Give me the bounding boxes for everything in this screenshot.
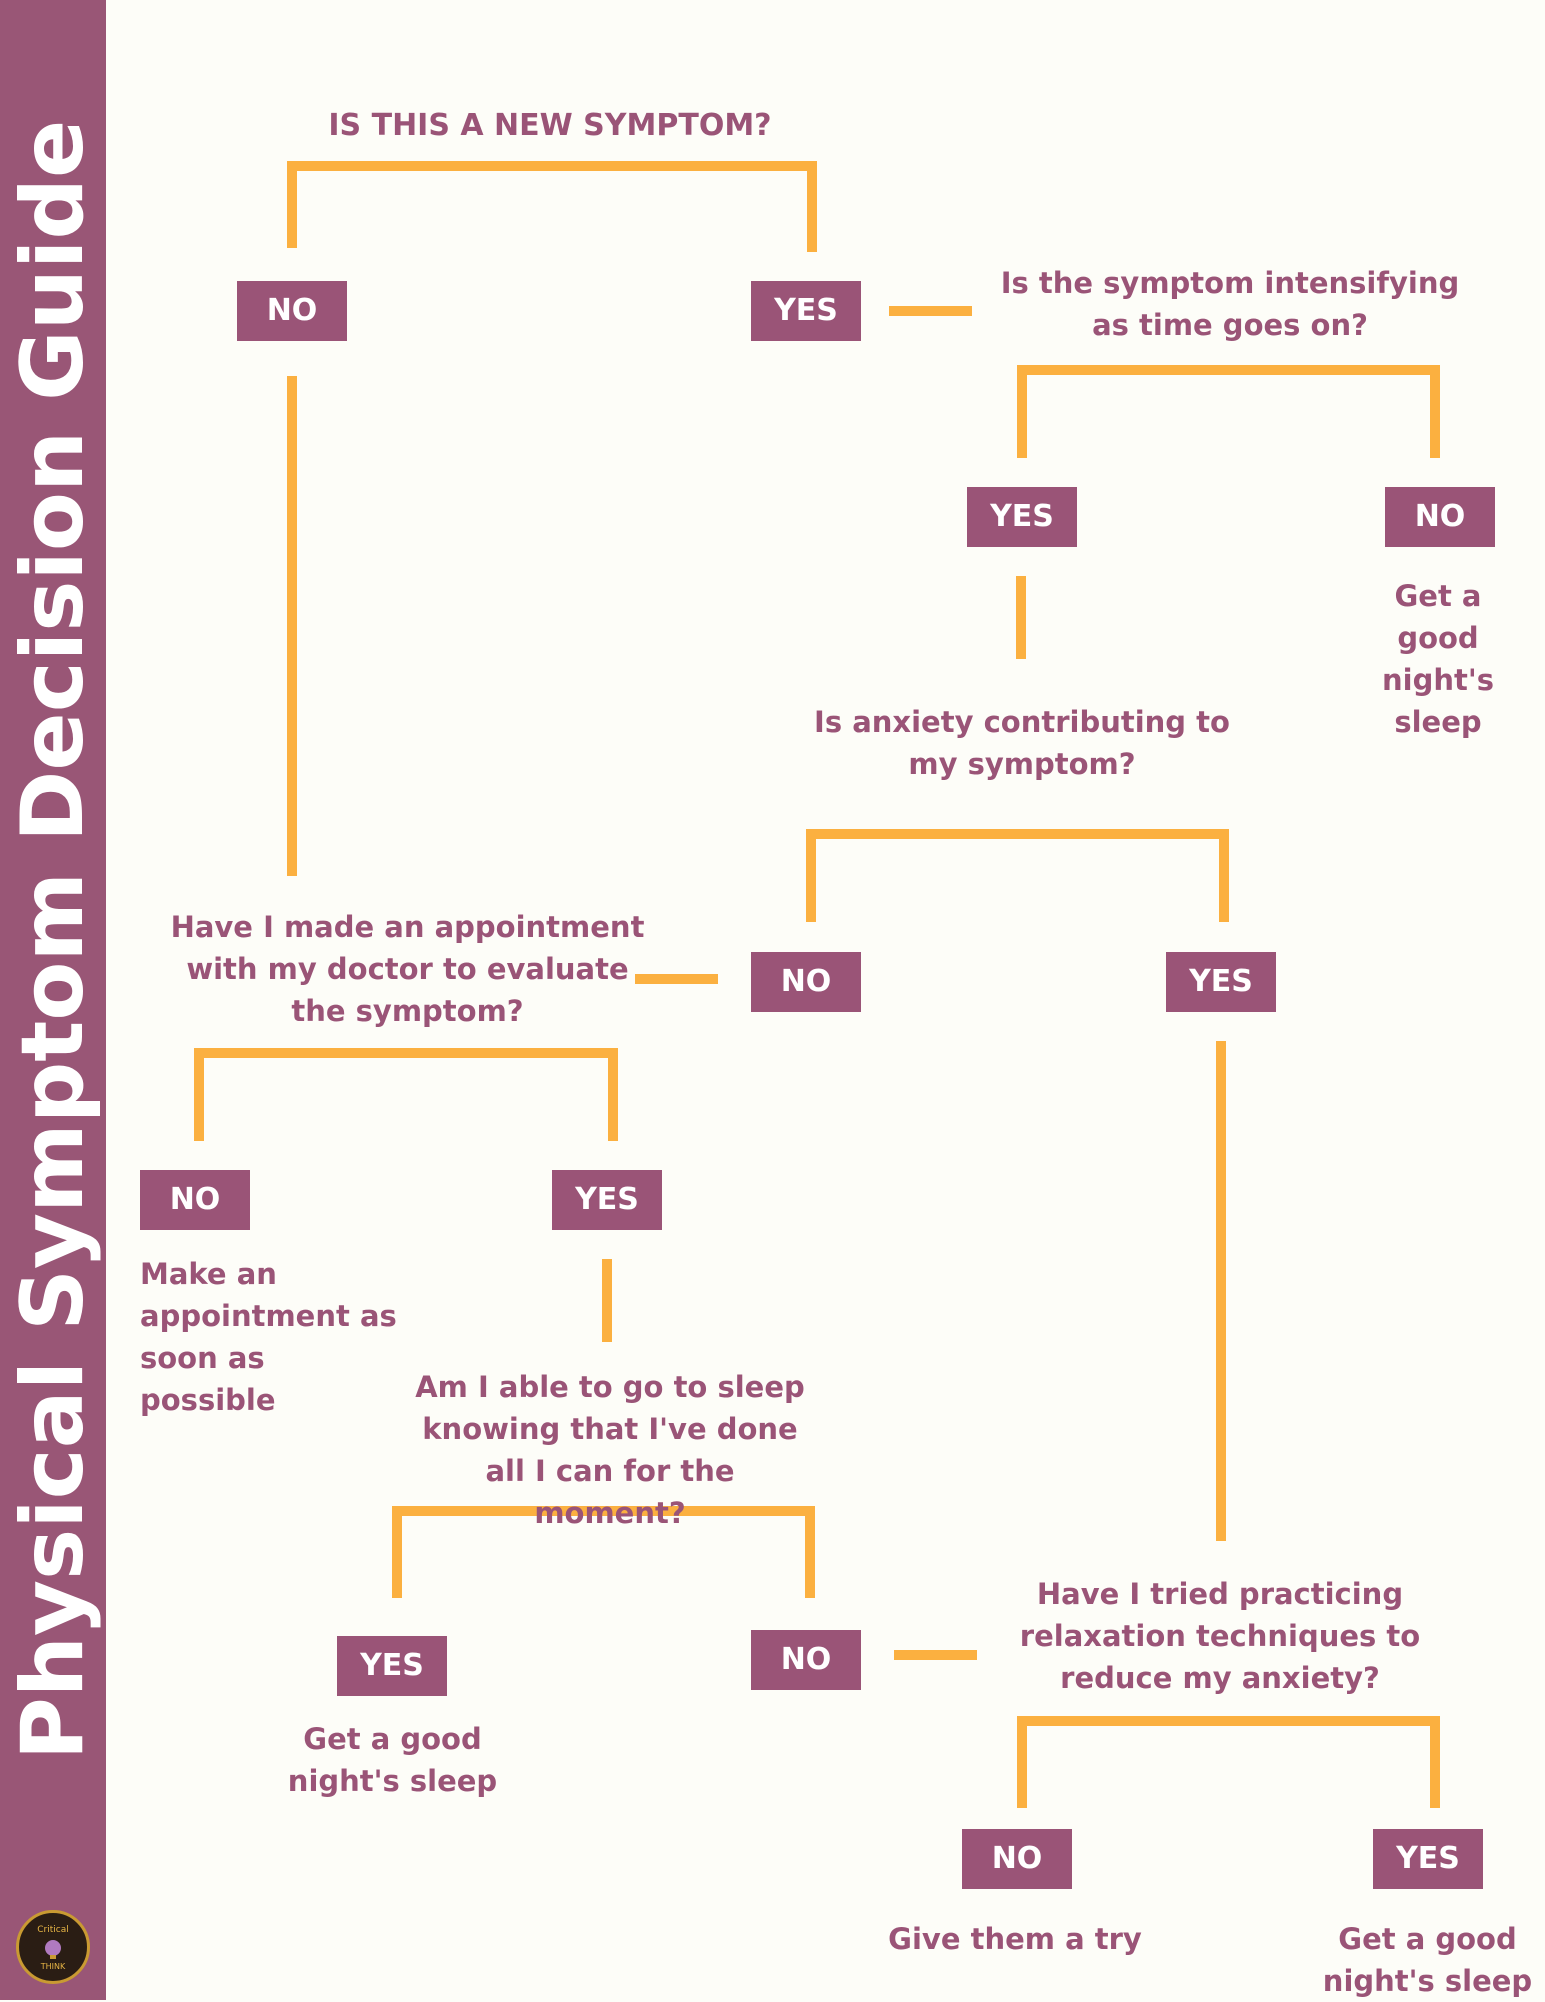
answer-give-them-a-try: Give them a try bbox=[888, 1922, 1142, 1956]
question-symptom-intensifying: Is the symptom intensifying as time goes on? bbox=[1000, 266, 1460, 342]
answer-get-sleep-2: Get a good night's sleep bbox=[287, 1722, 498, 1798]
answer-make-appointment: Make an appointment as soon as possible bbox=[140, 1257, 397, 1417]
badge-intensifying-yes: YES bbox=[967, 487, 1077, 547]
connector-appointment-bracket bbox=[199, 1053, 613, 1141]
badge-sleep-no: NO bbox=[751, 1630, 861, 1690]
question-anxiety-contributing: Is anxiety contributing to my symptom? bbox=[814, 705, 1230, 781]
badge-appointment-yes: YES bbox=[552, 1170, 662, 1230]
question-made-appointment: Have I made an appointment with my doctor to evaluate the symptom? bbox=[170, 910, 645, 1028]
badge-relaxation-yes: YES bbox=[1373, 1829, 1483, 1889]
connector-anxiety-bracket bbox=[811, 834, 1224, 922]
question-relaxation-techniques: Have I tried practicing relaxation techniques to reduce my anxiety? bbox=[1019, 1577, 1421, 1695]
badge-anxiety-yes: YES bbox=[1166, 952, 1276, 1012]
logo-top-text: Critical bbox=[37, 1925, 69, 1935]
answer-get-sleep-1: Get a good night's sleep bbox=[1382, 579, 1494, 739]
badge-new-symptom-no: NO bbox=[237, 281, 347, 341]
badge-relaxation-no: NO bbox=[962, 1829, 1072, 1889]
badge-new-symptom-yes: YES bbox=[751, 281, 861, 341]
question-new-symptom: IS THIS A NEW SYMPTOM? bbox=[328, 108, 772, 143]
badge-intensifying-no: NO bbox=[1385, 487, 1495, 547]
page-title: Physical Symptom Decision Guide bbox=[3, 119, 103, 1761]
badge-sleep-yes: YES bbox=[337, 1636, 447, 1696]
connector-relaxation-bracket bbox=[1022, 1721, 1435, 1808]
badge-anxiety-no: NO bbox=[751, 952, 861, 1012]
answer-get-sleep-3: Get a good night's sleep bbox=[1322, 1922, 1533, 1998]
connector-intensifying-bracket bbox=[1022, 370, 1435, 458]
connector-new-symptom-bracket bbox=[292, 166, 812, 252]
badge-appointment-no: NO bbox=[140, 1170, 250, 1230]
question-able-to-sleep: Am I able to go to sleep knowing that I've done all I can for the moment? bbox=[415, 1370, 805, 1530]
logo-bottom-text: THINK bbox=[40, 1962, 66, 1971]
